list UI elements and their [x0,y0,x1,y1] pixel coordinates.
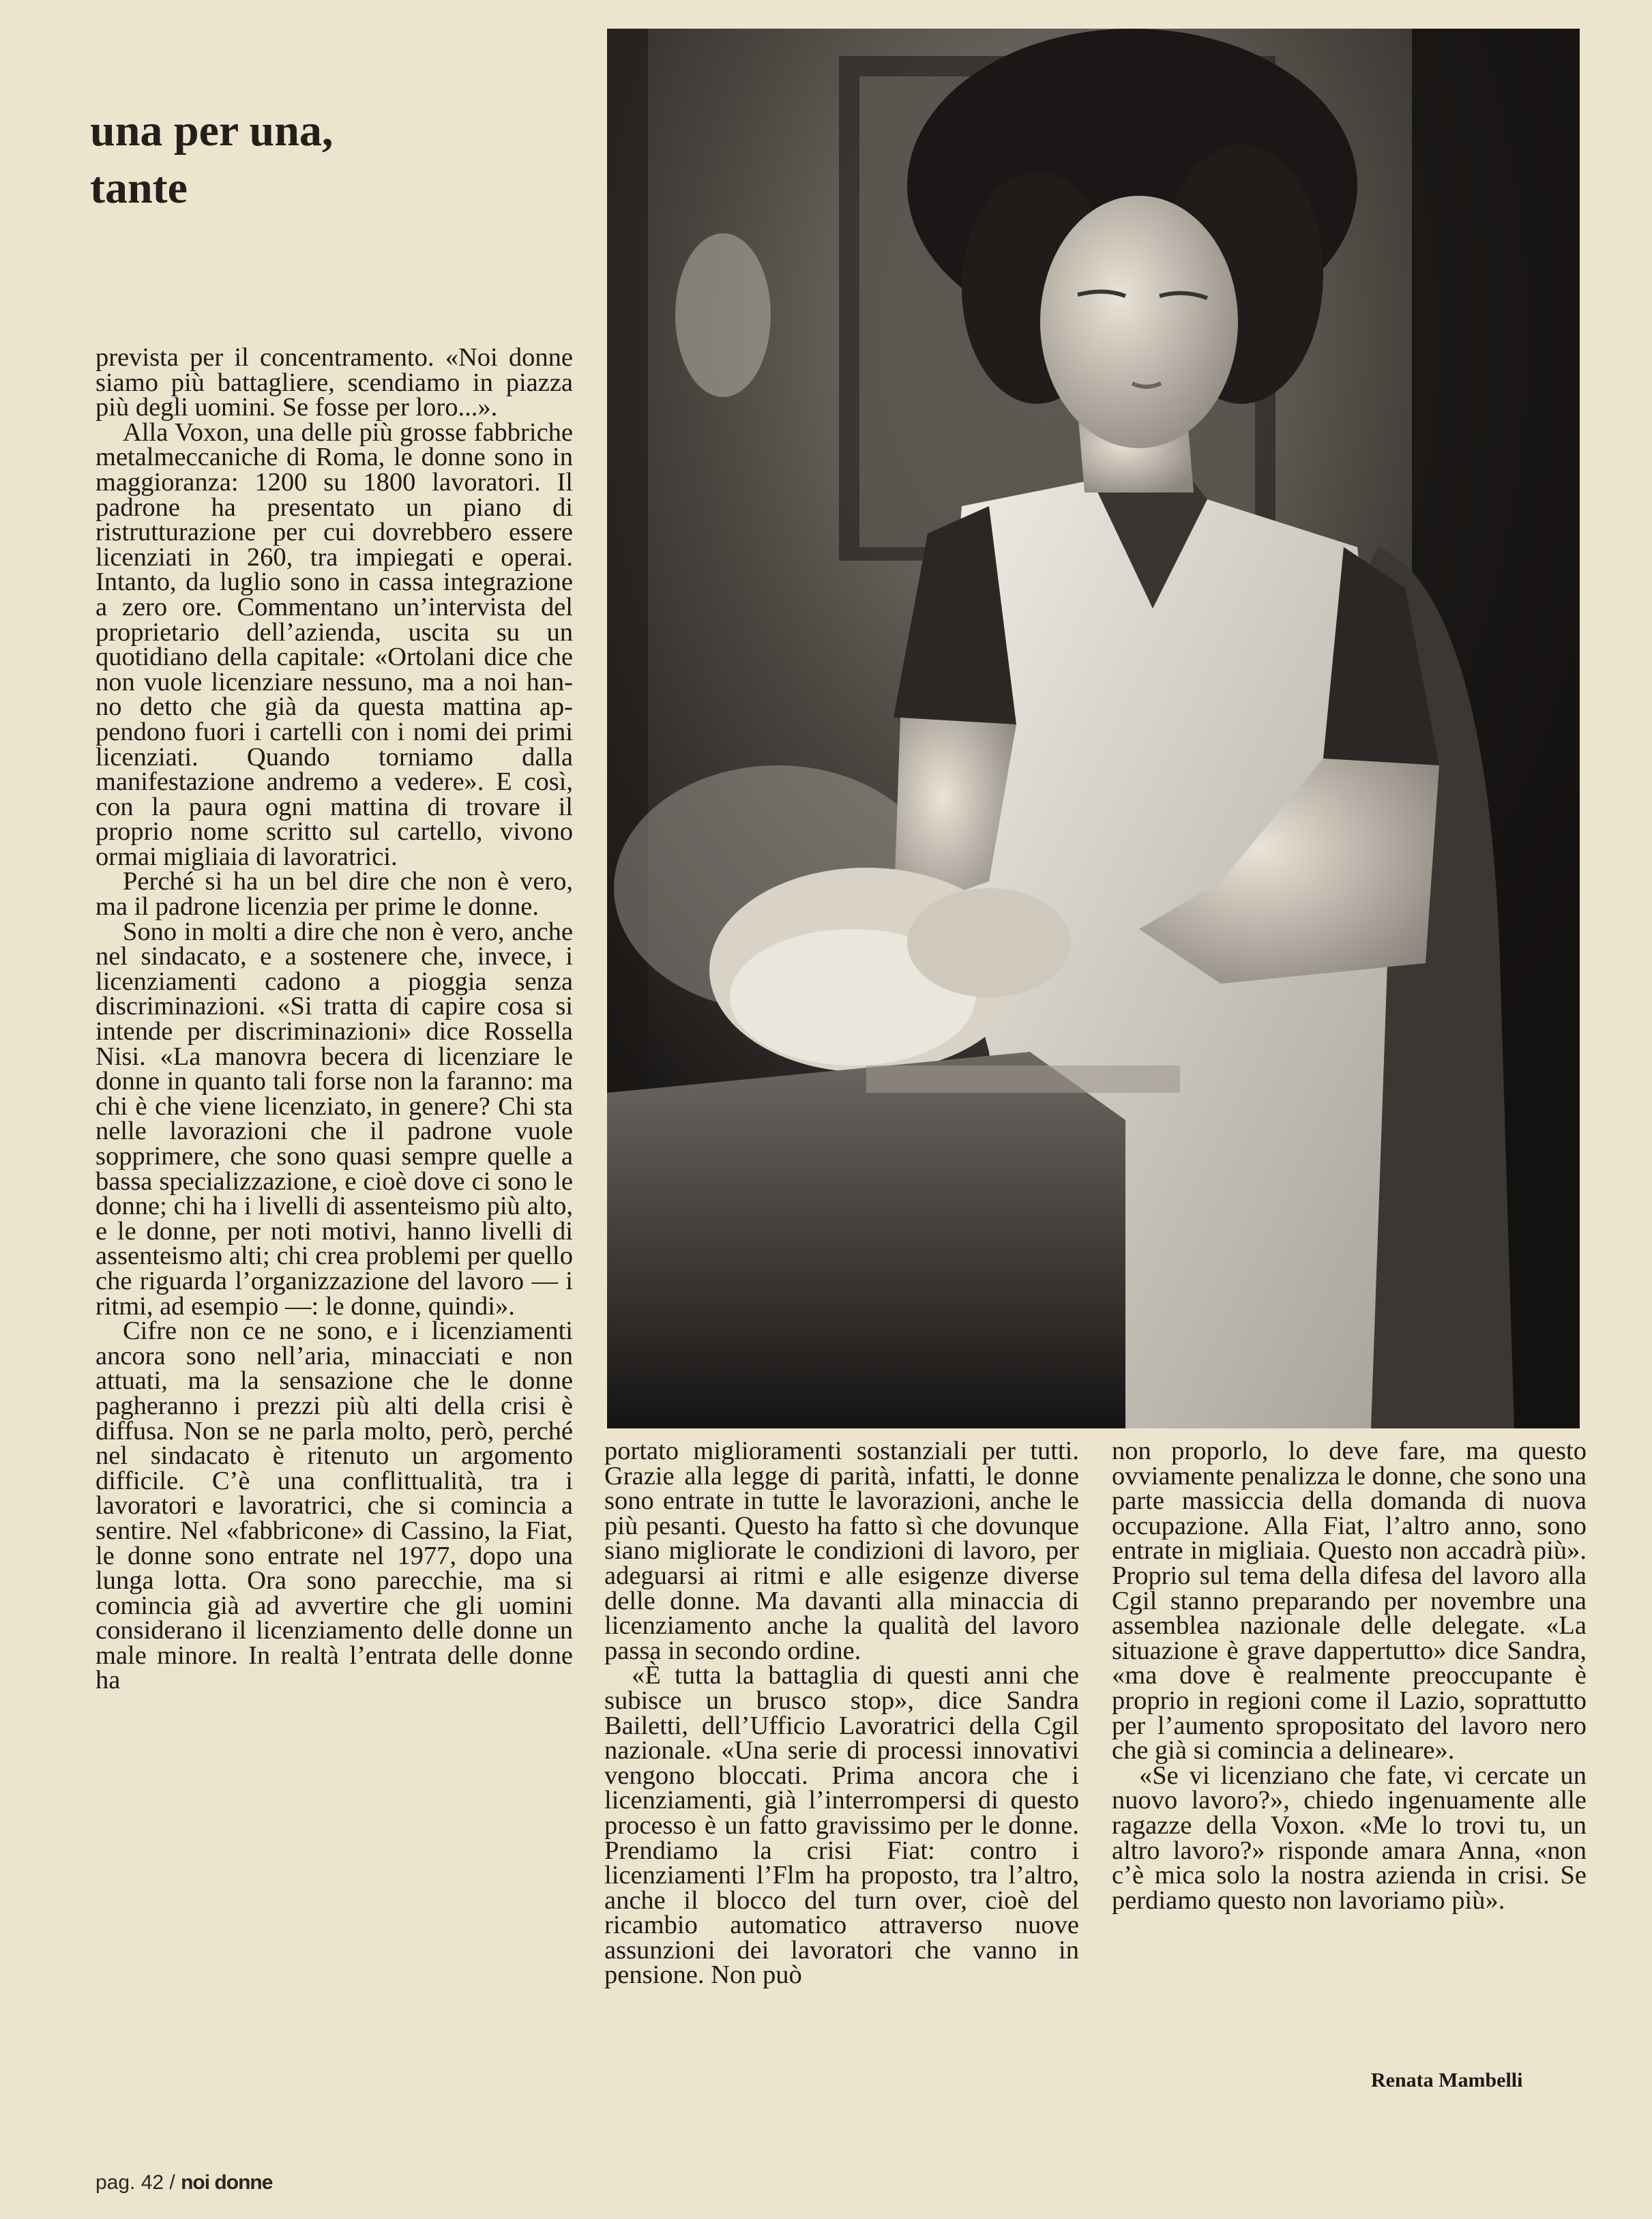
paragraph: «È tutta la battaglia di questi anni che subisce un brusco stop», dice Sandra Bailetti, dell’Ufficio Lavoratrici della Cgil nazionale. «Una serie di processi innovativi vengono bloccati. Prima ancora che i licenziamenti, già l’interrompersi di questo processo è un fatto gravissimo per le donne. Prendiamo la crisi Fiat: contro i licenziamenti l’Flm ha proposto, tra l’altro, anche il blocco del turn over, cioè del ricambio automatico attraverso nuove assunzioni dei lavoratori che vanno in pensione. Non può [604,1661,1079,1990]
headline [90,102,333,217]
author-byline: Renata Mambelli [1371,2069,1523,2091]
paragraph: «Se vi licenziano che fate, vi cercate un nuovo lavoro?», chiedo ingenuamente alle ragazze della Voxon. «Me lo trovi tu, un altro lavoro?» risponde amara Anna, «non c’è mica solo la nostra azienda in crisi. Se perdiamo questo non lavoriamo più». [1112,1761,1587,1915]
paragraph: Perché si ha un bel dire che non è vero, ma il padrone licenzia per prime le donne. [95,867,573,922]
paragraph: Sono in molti a dire che non è vero, anche nel sindacato, e a sostenere che, invece, i licenziamenti cadono a pioggia senza discriminazioni. «Si tratta di capire cosa si intende per discriminazioni» dice Rossella Nisi. «La manovra becera di licenziare le donne in quanto tali forse non la faranno: ma chi è che viene licenziato, in genere? Chi sta nelle lavorazioni che il padrone vuole sopprimere, che sono quasi sempre quelle a bassa specializzazione, e cioè dove ci sono le donne; chi ha i livelli di assenteismo più alto, e le donne, per noti motivi, hanno livelli di assenteismo alti; chi crea problemi per quello che riguarda l’organizzazione del lavoro — i ritmi, ad esempio —: le donne, quindi». [95,917,573,1321]
page-footer [95,2171,272,2194]
paragraph: Cifre non ce ne sono, e i licenziamenti ancora sono nell’aria, minacciati e non attuati, ma la sensazione che le donne pagheranno i prezzi più alti della crisi è diffusa. Non se ne parla molto, però, perché nel sindacato è ritenuto un argomento difficile. C’è una conflittualità, tra i lavoratori e lavoratrici, che si comincia a sentire. Nel «fabbricone» di Cassino, la Fiat, le donne sono entrate nel 1977, dopo una lunga lotta. Ora sono parecchie, ma si comincia già ad avvertire che gli uomini considerano il licenziamento delle donne un male minore. In realtà l’entrata delle donne ha [95,1317,573,1695]
paragraph: portato miglioramenti sostanziali per tutti. Grazie alla legge di parità, infatti, le donne sono entrate in tutte le lavorazioni, anche le più pesanti. Questo ha fatto sì che dovunque siano migliorate le condizioni di lavoro, per adeguarsi ai ritmi e alle esigenze diverse delle donne. Ma davanti alla minaccia di licenziamento anche la qualità del lavoro passa in secondo ordine. [604,1437,1079,1665]
headline-line-2: tante [90,163,188,213]
magazine-name: noi donne [181,2171,273,2194]
page-number: pag. 42 / [95,2171,175,2194]
paragraph: non proporlo, lo deve fare, ma questo ovviamente penalizza le donne, che sono una parte massiccia della domanda di nuova occupazione. Alla Fiat, l’altro anno, sono entrate in migliaia. Questo non accadrà più». Proprio sul tema della difesa del lavoro alla Cgil stanno preparando per novembre una assemblea nazionale delle delegate. «La situazione è grave dappertutto» dice Sandra, «ma dove è realmente preoccupante è proprio in regioni come il Lazio, soprattutto per l’aumento spropositato del lavoro nero che già si comincia a delineare». [1112,1437,1587,1765]
paragraph: Alla Voxon, una delle più grosse fabbriche metalmeccaniche di Roma, le donne sono in maggioranza: 1200 su 1800 lavoratori. Il padrone ha presentato un piano di ristrutturazione per cui dovrebbero essere licenziati in 260, tra impiegati e operai. Intanto, da luglio sono in cassa integrazione a zero ore. Commentano un’intervista del proprietario dell’azienda, uscita su un quotidiano della capitale: «Ortolani dice che non vuole licenziare nessuno, ma a noi hanno detto che già da questa mattina appendono fuori i cartelli con i nomi dei primi licenziati. Quando torniamo dalla manifestazione andremo a vedere». E così, con la paura ogni mattina di trovare il proprio nome scritto sul cartello, vivono ormai migliaia di lavoratrici. [95,417,573,871]
paragraph: prevista per il concentramento. «Noi donne siamo più battagliere, scendiamo in piazza più degli uomini. Se fosse per loro...». [95,343,573,422]
photo-illustration [607,29,1580,1428]
article-column-3 [1112,1439,1587,1913]
headline-line-1: una per una, [90,106,334,156]
article-column-1 [95,345,573,1693]
photo-woman-at-workbench [607,29,1580,1428]
article-column-2 [604,1439,1079,1988]
